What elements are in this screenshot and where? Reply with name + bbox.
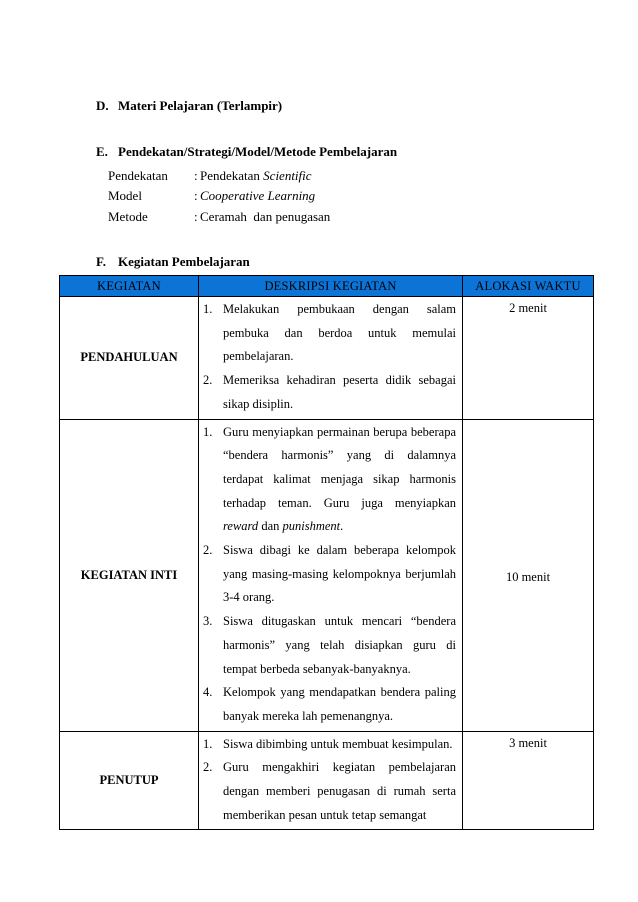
step-text: Siswa ditugaskan untuk mencari “bendera harmonis” yang telah disiapkan guru di tempat berbeda sebanyak-banyaknya.: [223, 614, 456, 676]
step-item: [203, 539, 456, 610]
header-alokasi: ALOKASI WAKTU: [463, 276, 594, 297]
step-item: [203, 610, 456, 681]
meta-key: Metode: [108, 209, 148, 224]
meta-value: Ceramah dan penugasan: [200, 209, 331, 224]
step-number: 2.: [203, 373, 213, 388]
activity-name: PENDAHULUAN: [60, 297, 199, 420]
table-row-pendahuluan: [60, 297, 594, 420]
heading-pendekatan: [96, 144, 397, 160]
meta-key: Model: [108, 188, 142, 203]
meta-value: Cooperative Learning: [200, 188, 316, 203]
step-text: dan: [258, 519, 283, 534]
activity-table: [59, 275, 594, 830]
step-text: Memeriksa kehadiran peserta didik sebagai sikap disiplin.: [223, 373, 456, 411]
step-number: 1.: [203, 424, 213, 439]
meta-row-pendekatan: [108, 168, 312, 184]
step-item: [203, 733, 456, 757]
step-text: Melakukan pembukaan dengan salam pembuka dan berdoa untuk memulai pembelajaran.: [223, 302, 456, 364]
step-number: 3.: [203, 614, 213, 629]
heading-letter: D.: [96, 98, 109, 113]
step-text: Siswa dibagi ke dalam beberapa kelompok yang masing-masing kelompoknya berjumlah 3-4 orang.: [223, 543, 456, 605]
activity-name: PENUTUP: [60, 731, 199, 830]
step-item: [203, 681, 456, 728]
meta-separator: :: [194, 209, 198, 224]
activity-name: KEGIATAN INTI: [60, 419, 199, 731]
meta-key: Pendekatan: [108, 168, 168, 183]
step-number: 1.: [203, 736, 213, 751]
step-number: 4.: [203, 685, 213, 700]
step-item: [203, 756, 456, 827]
activity-description: [199, 419, 463, 731]
heading-materi: [96, 98, 282, 114]
step-text: Guru menyiapkan permainan berupa beberapa “bendera harmonis” yang di dalamnya terdapat kalimat menjaga sikap harmonis terhadap teman. Guru juga menyiapkan: [223, 424, 456, 510]
activity-description: [199, 297, 463, 420]
meta-value: Scientific: [263, 168, 312, 183]
step-text: .: [340, 519, 344, 534]
step-item: [203, 369, 456, 416]
table-row-penutup: [60, 731, 594, 830]
heading-kegiatan: [96, 254, 250, 270]
table-row-inti: [60, 419, 594, 731]
heading-letter: E.: [96, 144, 108, 159]
meta-row-model: [108, 188, 315, 204]
step-number: 2.: [203, 543, 213, 558]
activity-duration: 10 menit: [463, 419, 594, 731]
activity-duration: 2 menit: [463, 297, 594, 420]
meta-separator: :: [194, 188, 198, 203]
header-kegiatan: KEGIATAN: [60, 276, 199, 297]
step-emphasis: punishment: [282, 519, 341, 534]
meta-separator: :: [194, 168, 198, 183]
table-header-row: [60, 276, 594, 297]
activity-description: [199, 731, 463, 830]
step-text: Kelompok yang mendapatkan bendera paling banyak mereka lah pemenangnya.: [223, 685, 456, 723]
step-item: [203, 298, 456, 369]
step-text: Siswa dibimbing untuk membuat kesimpulan.: [223, 736, 453, 751]
step-text: Guru mengakhiri kegiatan pembelajaran dengan memberi penugasan di rumah serta memberikan pesan untuk tetap semangat: [223, 760, 456, 822]
step-item: [203, 421, 456, 540]
step-emphasis: reward: [223, 519, 259, 534]
meta-row-metode: [108, 209, 330, 225]
step-number: 1.: [203, 302, 213, 316]
heading-text: Pendekatan/Strategi/Model/Metode Pembelajaran: [118, 144, 398, 159]
activity-duration: 3 menit: [463, 731, 594, 830]
header-deskripsi: DESKRIPSI KEGIATAN: [199, 276, 463, 297]
step-number: 2.: [203, 760, 213, 775]
meta-value-prefix: Pendekatan: [200, 168, 264, 183]
heading-text: Kegiatan Pembelajaran: [118, 254, 250, 269]
heading-text: Materi Pelajaran (Terlampir): [118, 98, 283, 113]
heading-letter: F.: [96, 254, 106, 269]
